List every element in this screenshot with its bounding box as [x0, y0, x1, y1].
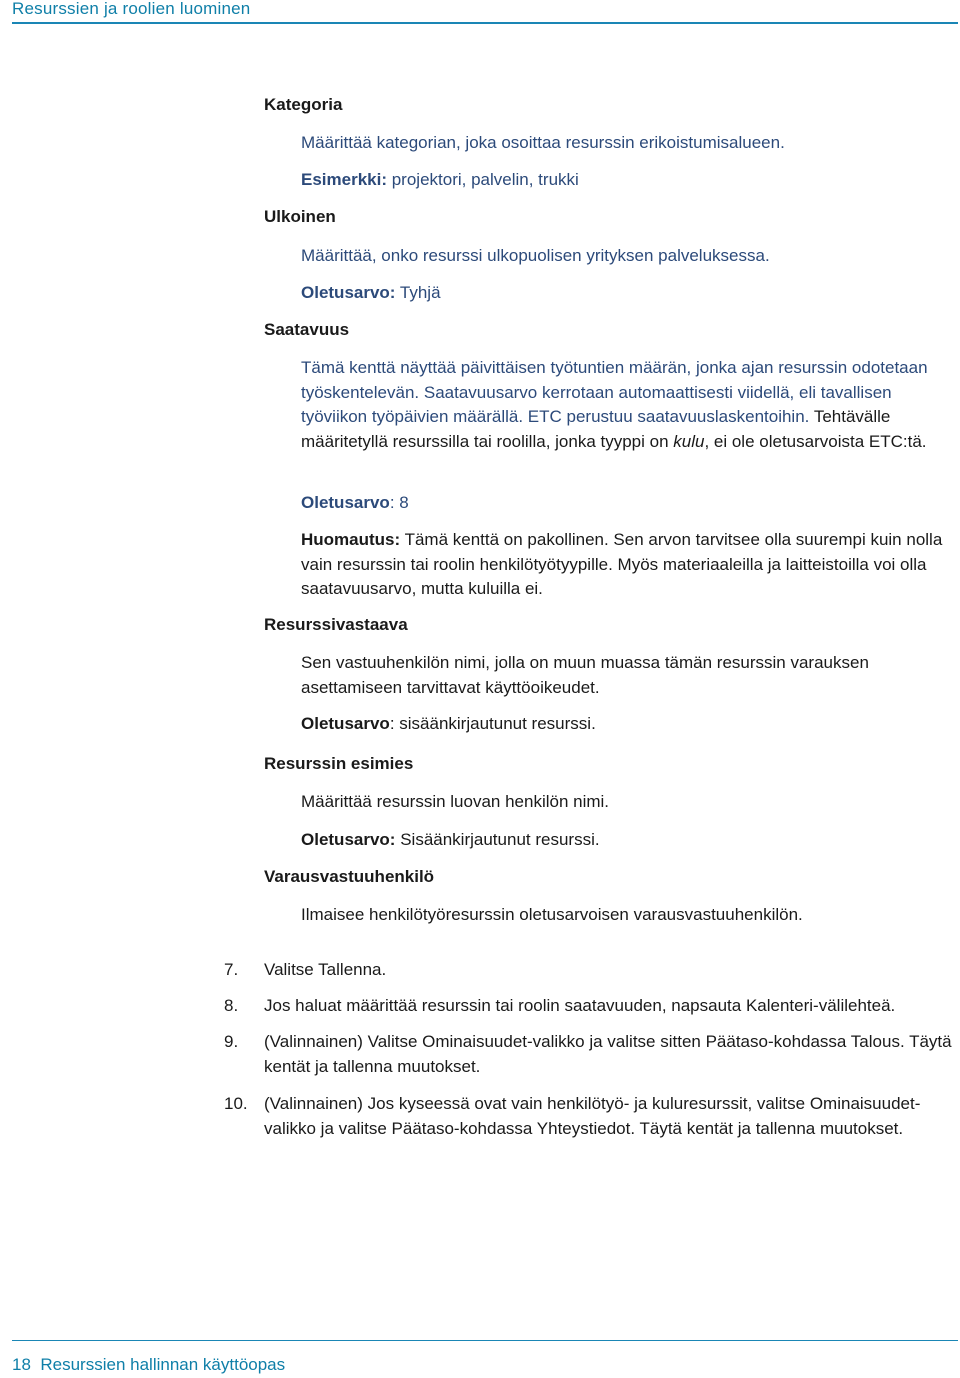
- example-label: Esimerkki:: [301, 170, 387, 189]
- chapter-title: Resurssien ja roolien luominen: [12, 0, 251, 18]
- field-note-saatavuus: [301, 528, 953, 602]
- field-desc-saatavuus: [301, 356, 953, 454]
- desc-part: Saatavuusarvo kerrotaan automaattisesti viidellä, eli tavallisen työviikon työpäivien määrällä. ETC perustuu saatavuuslaskentoihin.: [301, 382, 892, 426]
- desc-italic: kulu: [673, 431, 705, 451]
- step-number: 10.: [224, 1094, 248, 1113]
- default-label: Oletusarvo: [301, 493, 390, 512]
- note-text: Tämä kenttä on pakollinen. Sen arvon tarvitsee olla suurempi kuin nolla vain resurssin tai roolin henkilötyötyypille. Myös materiaaleilla ja laitteistoilla voi olla saatavuusarvo, mutta kuluilla ei.: [301, 530, 943, 598]
- field-term-resurssivastaava: Resurssivastaava: [264, 615, 408, 634]
- default-value: Tyhjä: [395, 283, 441, 302]
- step-text: Jos haluat määrittää resurssin tai roolin saatavuuden, napsauta Kalenteri-välilehteä.: [264, 996, 896, 1015]
- default-value: : 8: [389, 493, 409, 512]
- step-text: (Valinnainen) Jos kyseessä ovat vain henkilötyö- ja kuluresurssit, valitse Ominaisuudet-valikko ja valitse Päätaso-kohdassa Yhteystiedot. Täytä kentät ja tallenna muutokset.: [264, 1094, 921, 1138]
- step-number: 9.: [224, 1032, 239, 1051]
- default-value: Sisäänkirjautunut resurssi.: [395, 830, 600, 849]
- footer-divider: [12, 1340, 958, 1341]
- step-number: 7.: [224, 960, 239, 979]
- example-value: projektori, palvelin, trukki: [387, 170, 579, 189]
- default-value: : sisäänkirjautunut resurssi.: [389, 714, 596, 733]
- field-default-resurssivastaava: [301, 712, 953, 737]
- field-term-ulkoinen: Ulkoinen: [264, 207, 336, 226]
- desc-part: , ei ole oletusarvoista ETC:tä.: [704, 431, 927, 451]
- step-text: Valitse Tallenna.: [264, 960, 387, 979]
- field-term-varausvastuuhenkilo: Varausvastuuhenkilö: [264, 867, 435, 886]
- page-number: 18: [12, 1355, 31, 1374]
- book-title: Resurssien hallinnan käyttöopas: [40, 1355, 286, 1374]
- field-desc-resurssin-esimies: Määrittää resurssin luovan henkilön nimi.: [301, 792, 610, 811]
- step-number: 8.: [224, 996, 239, 1015]
- field-default-saatavuus: [301, 491, 953, 516]
- page-header: [12, 0, 958, 23]
- field-desc-varausvastuuhenkilo: Ilmaisee henkilötyöresurssin oletusarvoisen varausvastuuhenkilön.: [301, 905, 803, 924]
- field-term-resurssin-esimies: Resurssin esimies: [264, 754, 414, 773]
- footer-text: [12, 1355, 285, 1375]
- field-default-ulkoinen: [301, 281, 953, 306]
- default-label: Oletusarvo:: [301, 283, 396, 302]
- field-desc-ulkoinen: Määrittää, onko resurssi ulkopuolisen yrityksen palveluksessa.: [301, 246, 770, 265]
- field-term-kategoria: Kategoria: [264, 95, 343, 114]
- field-default-resurssin-esimies: [301, 828, 953, 853]
- field-term-saatavuus: Saatavuus: [264, 320, 350, 339]
- field-example-kategoria: [301, 168, 953, 193]
- default-label: Oletusarvo:: [301, 830, 396, 849]
- desc-part: Tämä kenttä näyttää päivittäisen työtuntien määrän, jonka ajan resurssin odotetaan työskentelevän.: [301, 358, 928, 402]
- field-desc-kategoria: Määrittää kategorian, joka osoittaa resurssin erikoistumisalueen.: [301, 133, 785, 152]
- header-divider: [12, 22, 958, 24]
- default-label: Oletusarvo: [301, 714, 390, 733]
- field-desc-resurssivastaava: Sen vastuuhenkilön nimi, jolla on muun muassa tämän resurssin varauksen asettamiseen tarvittavat käyttöoikeudet.: [301, 653, 869, 697]
- note-label: Huomautus:: [301, 530, 401, 549]
- step-text: (Valinnainen) Valitse Ominaisuudet-valikko ja valitse sitten Päätaso-kohdassa Talous. Täytä kentät ja tallenna muutokset.: [264, 1032, 952, 1076]
- desc-part: Tehtävälle määritetyllä resurssilla tai roolilla, jonka tyyppi on: [301, 407, 891, 451]
